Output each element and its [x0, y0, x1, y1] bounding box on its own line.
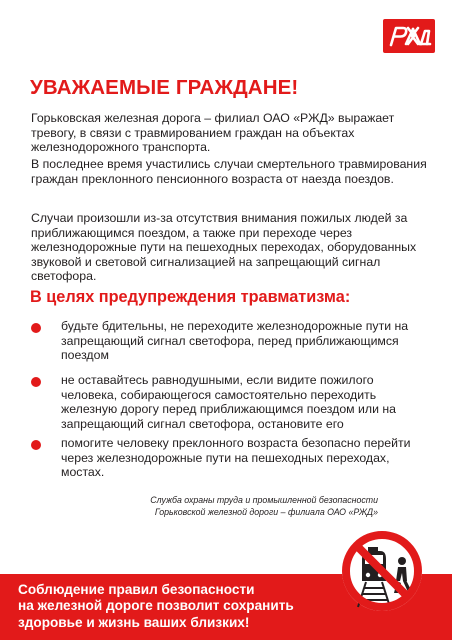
- page-title: УВАЖАЕМЫЕ ГРАЖДАНЕ!: [30, 76, 299, 99]
- list-item: [31, 436, 431, 480]
- prohibition-sign-icon: [340, 529, 424, 613]
- signature-line: Горьковской железной дороги – филиала ОАО «РЖД»: [154, 507, 378, 518]
- rzd-logo-mark: [383, 19, 435, 53]
- intro-paragraph: Горьковская железная дорога – филиал ОАО «РЖД» выражает тревогу, в связи с травмированием граждан на объектах железнодорожного транспорта.: [31, 111, 395, 155]
- section-heading: В целях предупреждения травматизма:: [30, 288, 351, 306]
- list-item-text: не оставайтесь равнодушными, если видите пожилого человека, собирающегося самостоятельно переходить железную дорогу перед приближающимся поездом или на запрещающий сигнал светофора, остановите его: [61, 373, 396, 431]
- statistics-paragraph: В последнее время участились случаи смертельного травмирования граждан преклонного пенсионного возраста от наезда поездов.: [31, 157, 427, 186]
- footer-line: здоровье и жизнь ваших близких!: [18, 614, 250, 630]
- list-item: [31, 373, 431, 431]
- signature: [78, 494, 378, 519]
- list-item-text: помогите человеку преклонного возраста безопасно перейти через железнодорожные пути на пешеходных переходах, мостах.: [61, 436, 411, 480]
- footer-line: на железной дороге позволит сохранить: [18, 598, 294, 614]
- bullet-dot-icon: [31, 323, 41, 333]
- bullet-dot-icon: [31, 440, 41, 450]
- footer-message: [18, 582, 294, 631]
- bullet-dot-icon: [31, 377, 41, 387]
- footer-line: Соблюдение правил безопасности: [18, 582, 255, 597]
- causes-paragraph: Случаи произошли из-за отсутствия внимания пожилых людей за приближающимся поездом, а также при переходе через железнодорожные пути на пешеходных переходах, оборудованных звуковой и световой сигнализацией на запрещающий сигнал светофора.: [31, 211, 417, 284]
- list-item-text: будьте бдительны, не переходите железнодорожные пути на запрещающий сигнал светофора, перед приближающимся поездом: [61, 319, 409, 363]
- list-item: [31, 319, 431, 363]
- rzd-logo: [383, 19, 435, 53]
- signature-line: Служба охраны труда и промышленной безопасности: [150, 495, 378, 505]
